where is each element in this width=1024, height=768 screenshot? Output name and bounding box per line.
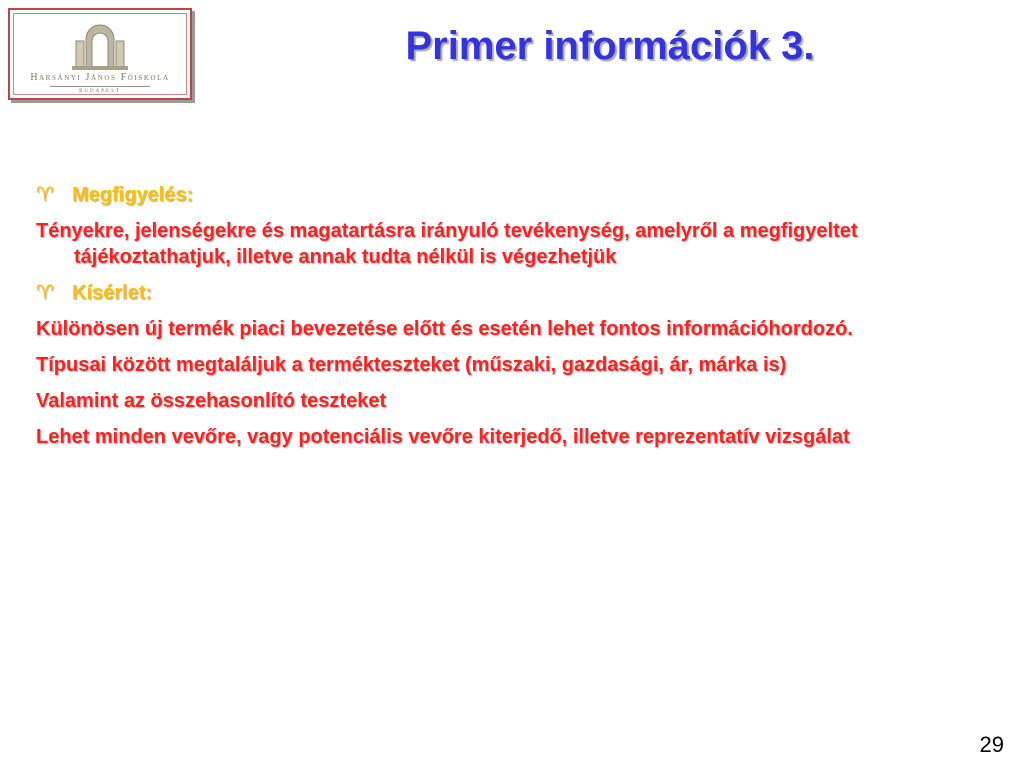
aries-bullet-icon: ♈ [36, 282, 54, 304]
arch-building-icon [72, 15, 128, 71]
paragraph-comparative-tests: Valamint az összehasonlító teszteket [36, 390, 387, 412]
logo-city: BUDAPEST [79, 89, 121, 94]
page-number: 29 [979, 732, 1004, 757]
logo-divider [50, 86, 150, 87]
slide-title: Primer információk 3. [405, 24, 815, 68]
institution-logo [8, 8, 192, 100]
paragraph-scope: Lehet minden vevőre, vagy potenciális vevőre kiterjedő, illetve reprezentatív vizsgálat [36, 426, 850, 448]
paragraph-experiment-importance: Különösen új termék piaci bevezetése előtt és esetén lehet fontos információhordozó. [36, 318, 853, 340]
paragraph-experiment-types: Típusai között megtaláljuk a termékteszteket (műszaki, gazdasági, ár, márka is) [36, 354, 787, 376]
heading-observation [36, 182, 976, 208]
heading-experiment [36, 280, 976, 306]
slide-content [36, 182, 976, 460]
aries-bullet-icon: ♈ [36, 184, 54, 206]
paragraph-observation-definition: Tényekre, jelenségekre és magatartásra irányuló tevékenység, amelyről a megfigyeltet tájékoztathatjuk, illetve annak tudta nélkül is végezhetjük [36, 220, 858, 268]
heading-text: Kísérlet: [72, 282, 153, 304]
heading-text: Megfigyelés: [72, 184, 194, 206]
logo-institution-name: Harsányi János Főiskola [30, 72, 170, 83]
